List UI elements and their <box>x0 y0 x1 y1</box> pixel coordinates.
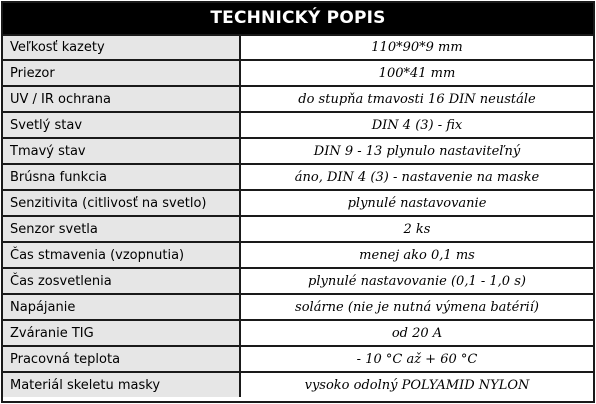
row-value: od 20 A <box>241 321 593 345</box>
table-row <box>3 345 593 371</box>
table-row <box>3 85 593 111</box>
row-label: Veľkosť kazety <box>3 36 241 59</box>
row-label: Čas zosvetlenia <box>3 269 241 293</box>
row-label: Senzor svetla <box>3 217 241 241</box>
row-label: Pracovná teplota <box>3 347 241 371</box>
table-row <box>3 189 593 215</box>
row-value: áno, DIN 4 (3) - nastavenie na maske <box>241 165 593 189</box>
row-value: 100*41 mm <box>241 61 593 85</box>
row-label: Senzitivita (citlivosť na svetlo) <box>3 191 241 215</box>
table-row <box>3 293 593 319</box>
row-label: Priezor <box>3 61 241 85</box>
row-value: - 10 °C až + 60 °C <box>241 347 593 371</box>
table-row <box>3 319 593 345</box>
table-row <box>3 34 593 59</box>
row-label: UV / IR ochrana <box>3 87 241 111</box>
row-value: plynulé nastavovanie <box>241 191 593 215</box>
row-label: Čas stmavenia (vzopnutia) <box>3 243 241 267</box>
row-value: menej ako 0,1 ms <box>241 243 593 267</box>
table-row <box>3 215 593 241</box>
table-title: TECHNICKÝ POPIS <box>3 3 593 34</box>
row-value: 110*90*9 mm <box>241 36 593 59</box>
table-row <box>3 371 593 397</box>
row-value: DIN 4 (3) - fix <box>241 113 593 137</box>
table-row <box>3 267 593 293</box>
table-row <box>3 59 593 85</box>
row-value: solárne (nie je nutná výmena batérií) <box>241 295 593 319</box>
row-value: DIN 9 - 13 plynulo nastaviteľný <box>241 139 593 163</box>
row-value: vysoko odolný POLYAMID NYLON <box>241 373 593 397</box>
table-row <box>3 111 593 137</box>
row-label: Brúsna funkcia <box>3 165 241 189</box>
row-value: do stupňa tmavosti 16 DIN neustále <box>241 87 593 111</box>
row-label: Svetlý stav <box>3 113 241 137</box>
table-row <box>3 241 593 267</box>
spec-table <box>1 1 595 403</box>
row-label: Tmavý stav <box>3 139 241 163</box>
row-label: Zváranie TIG <box>3 321 241 345</box>
table-row <box>3 163 593 189</box>
row-label: Materiál skeletu masky <box>3 373 241 397</box>
row-label: Napájanie <box>3 295 241 319</box>
table-row <box>3 137 593 163</box>
spec-rows <box>3 34 593 397</box>
row-value: 2 ks <box>241 217 593 241</box>
row-value: plynulé nastavovanie (0,1 - 1,0 s) <box>241 269 593 293</box>
